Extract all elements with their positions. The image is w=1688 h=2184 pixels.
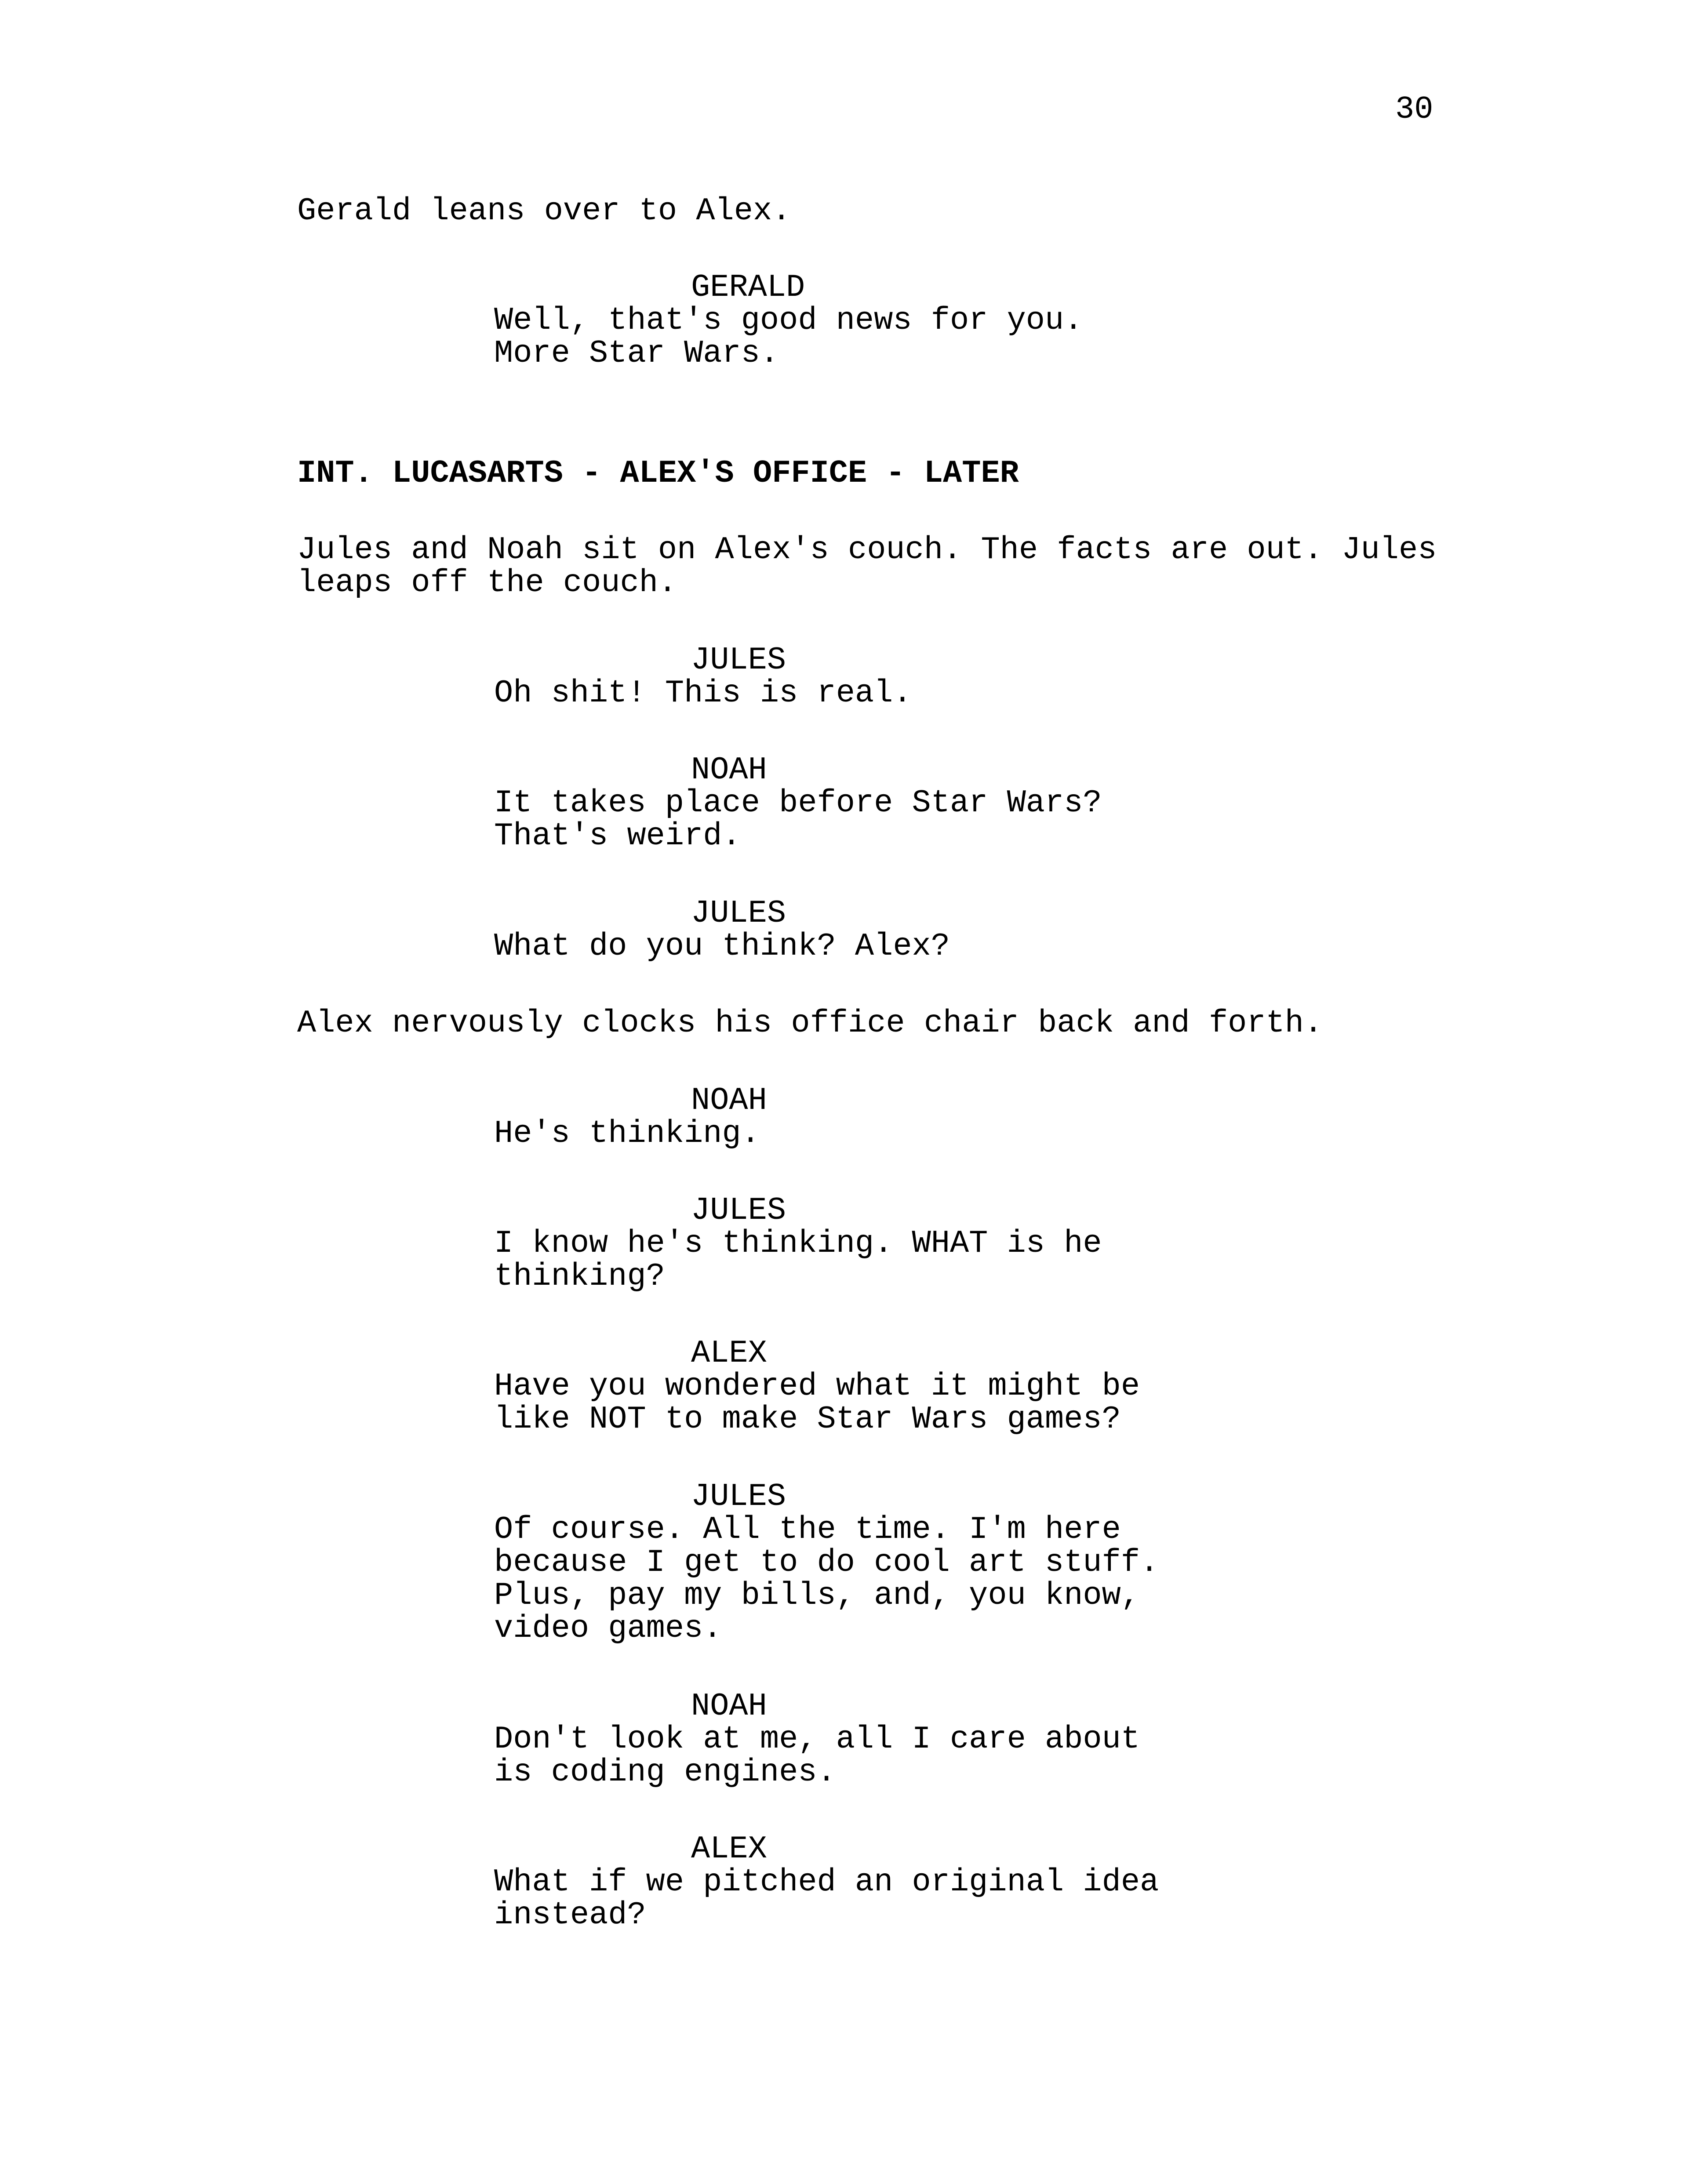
dialogue-line: What do you think? Alex? bbox=[494, 928, 950, 964]
character-name: GERALD bbox=[691, 269, 805, 305]
dialogue-line: like NOT to make Star Wars games? bbox=[494, 1401, 1121, 1437]
dialogue-line: because I get to do cool art stuff. bbox=[494, 1544, 1159, 1581]
scene-heading: INT. LUCASARTS - ALEX'S OFFICE - LATER bbox=[297, 455, 1019, 491]
character-name: NOAH bbox=[691, 752, 767, 788]
dialogue-line: Plus, pay my bills, and, you know, bbox=[494, 1577, 1140, 1613]
character-name: ALEX bbox=[691, 1335, 767, 1371]
action-line: leaps off the couch. bbox=[297, 565, 677, 601]
character-name: NOAH bbox=[691, 1083, 767, 1119]
dialogue-line: More Star Wars. bbox=[494, 335, 779, 371]
action-line: Alex nervously clocks his office chair back and forth. bbox=[297, 1005, 1323, 1041]
character-name: JULES bbox=[691, 1192, 786, 1228]
character-name: JULES bbox=[691, 1479, 786, 1515]
character-name: JULES bbox=[691, 642, 786, 678]
dialogue-line: Oh shit! This is real. bbox=[494, 675, 912, 711]
dialogue-line: thinking? bbox=[494, 1258, 665, 1294]
dialogue-line: Well, that's good news for you. bbox=[494, 302, 1083, 338]
action-line: Jules and Noah sit on Alex's couch. The facts are out. Jules bbox=[297, 532, 1437, 568]
action-line: Gerald leans over to Alex. bbox=[297, 193, 791, 229]
dialogue-line: It takes place before Star Wars? bbox=[494, 785, 1102, 821]
dialogue-line: Of course. All the time. I'm here bbox=[494, 1512, 1121, 1548]
character-name: JULES bbox=[691, 895, 786, 931]
dialogue-line: Have you wondered what it might be bbox=[494, 1368, 1140, 1404]
dialogue-line: is coding engines. bbox=[494, 1754, 836, 1790]
dialogue-line: That's weird. bbox=[494, 818, 741, 854]
character-name: NOAH bbox=[691, 1688, 767, 1724]
dialogue-line: instead? bbox=[494, 1897, 646, 1933]
dialogue-line: He's thinking. bbox=[494, 1116, 760, 1152]
dialogue-line: video games. bbox=[494, 1610, 722, 1646]
dialogue-line: I know he's thinking. WHAT is he bbox=[494, 1225, 1102, 1261]
dialogue-line: Don't look at me, all I care about bbox=[494, 1721, 1140, 1757]
character-name: ALEX bbox=[691, 1831, 767, 1867]
page-number: 30 bbox=[1395, 91, 1433, 127]
dialogue-line: What if we pitched an original idea bbox=[494, 1864, 1159, 1900]
